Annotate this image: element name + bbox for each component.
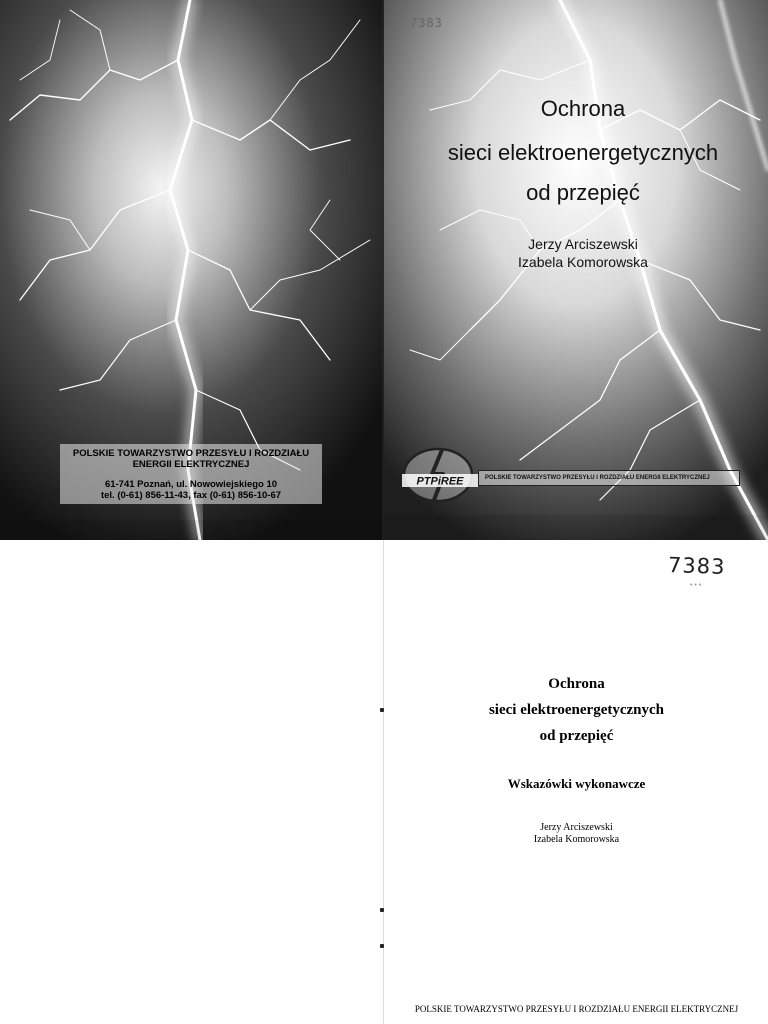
cover-author-1: Jerzy Arciszewski: [528, 236, 638, 252]
author-2: Izabela Komorowska: [533, 834, 620, 845]
cover-title-line-2: sieci elektroenergetycznych: [447, 140, 719, 165]
page-fold-line: [383, 540, 384, 1024]
faint-pencil-mark: • • •: [690, 582, 702, 589]
spine-shadow: [382, 0, 384, 540]
back-cover-address: 61-741 Poznań, ul. Nowowiejskiego 10: [104, 479, 278, 490]
publisher-footer: POLSKIE TOWARZYSTWO PRZESYŁU I ROZDZIAŁU ENERGII ELEKTRYCZNEJ: [414, 1004, 739, 1014]
logo-text: PTPiREE: [416, 475, 464, 488]
cover-title-line-3: od przepięć: [526, 180, 640, 205]
title-line-1: Ochrona: [548, 676, 605, 692]
cover-publisher-band: POLSKIE TOWARZYSTWO PRZESYŁU I ROZDZIAŁU ENERGII ELEKTRYCZNEJ: [478, 470, 740, 486]
cover-author-2: Izabela Komorowska: [518, 254, 648, 270]
ptpiree-logo-icon: [398, 444, 482, 506]
author-1: Jerzy Arciszewski: [540, 822, 613, 833]
back-cover-publisher-line-2: ENERGII ELEKTRYCZNEJ: [132, 459, 250, 470]
title-line-3: od przepięć: [539, 728, 614, 744]
title-page-scan: [0, 540, 768, 1024]
title-line-2: sieci elektroenergetycznych: [488, 702, 665, 718]
handwritten-inventory-number: 7383: [667, 553, 726, 579]
subtitle: Wskazówki wykonawcze: [507, 776, 646, 791]
back-cover-publisher-line-1: POLSKIE TOWARZYSTWO PRZESYŁU I ROZDZIAŁU: [72, 448, 310, 459]
cover-stamp-number: 7383: [410, 16, 443, 30]
cover-title-line-1: Ochrona: [540, 96, 626, 121]
binding-mark: [380, 708, 384, 712]
back-cover-phone-fax: tel. (0-61) 856-11-43, fax (0-61) 856-10-67: [100, 490, 282, 501]
binding-mark: [380, 908, 384, 912]
binding-mark: [380, 944, 384, 948]
